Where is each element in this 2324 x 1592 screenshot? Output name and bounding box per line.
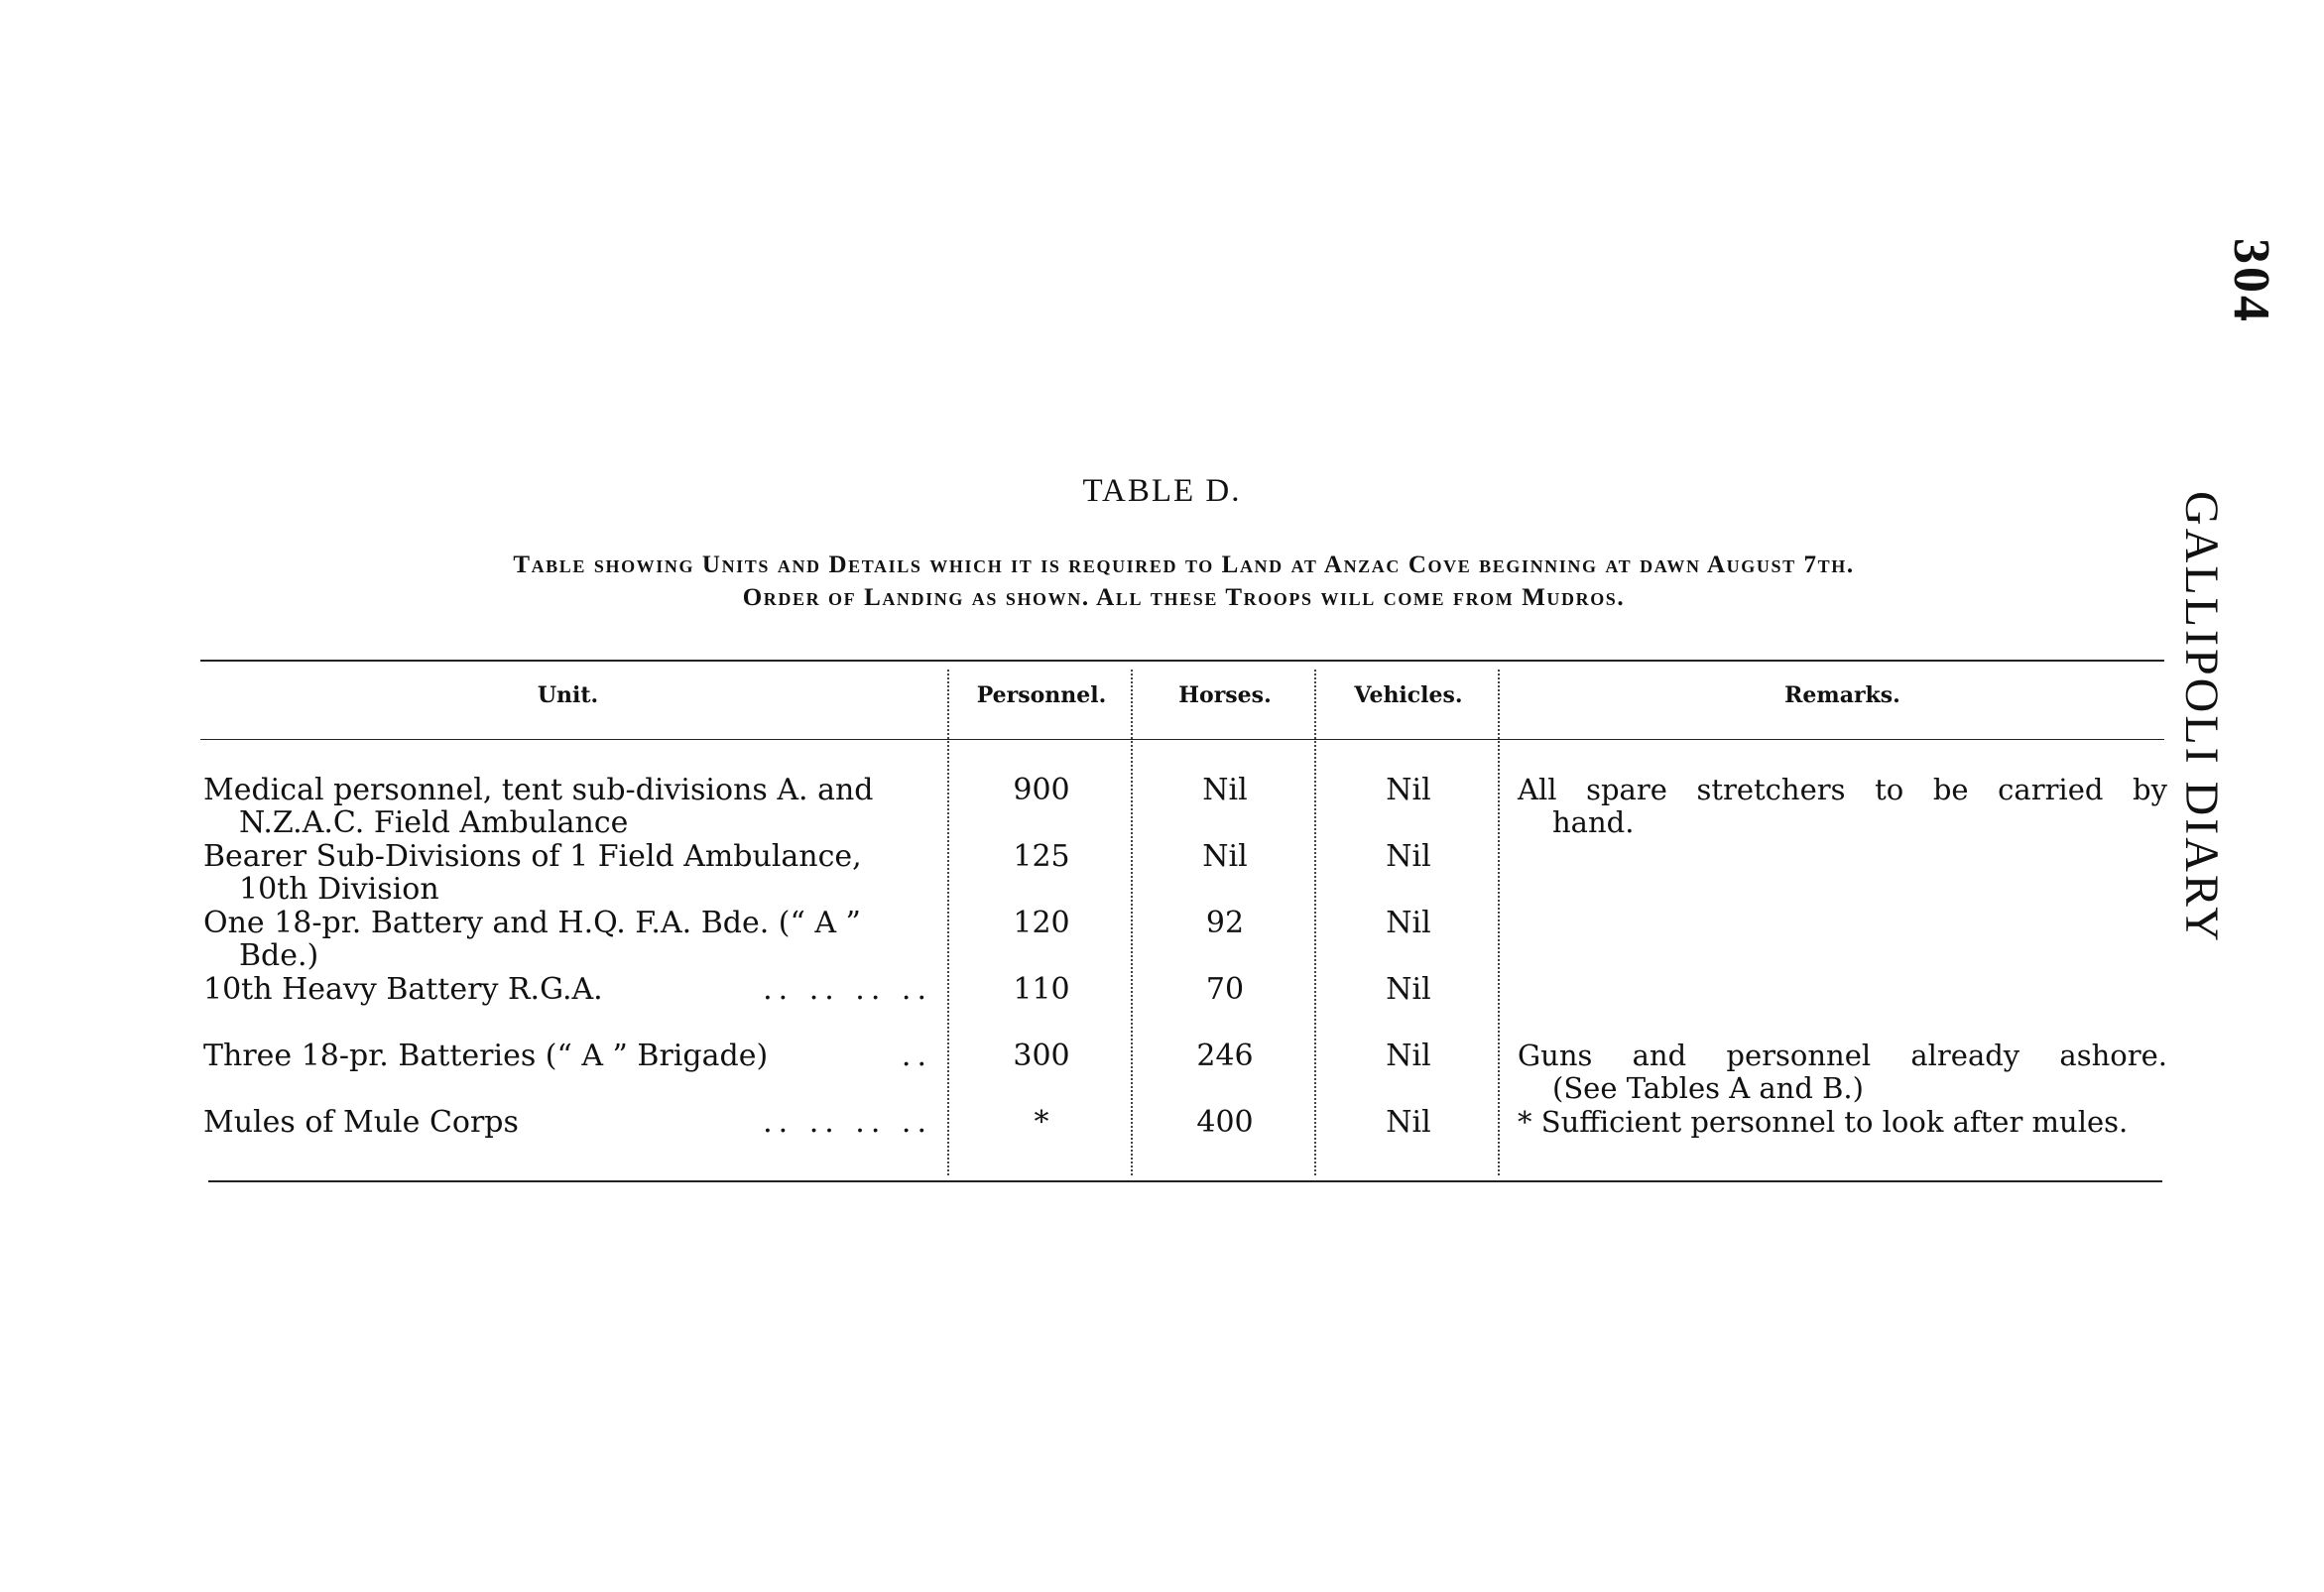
table-row-unit [203, 774, 932, 839]
vehicles-value: Nil [1386, 773, 1431, 807]
horses-value: 400 [1196, 1105, 1254, 1140]
unit-text: Three 18-pr. Batteries (“ A ” Brigade) [203, 1039, 769, 1073]
personnel-value: 300 [1013, 1039, 1070, 1073]
table-row-unit [203, 1106, 932, 1139]
vehicles-value: Nil [1386, 906, 1431, 940]
remarks-value [1518, 1040, 2167, 1105]
caption-line-2: Order of Landing as shown. All these Troops will come from Mudros. [742, 584, 1626, 611]
unit-text: 10th Heavy Battery R.G.A. [203, 972, 603, 1007]
horses-value: 92 [1205, 906, 1245, 940]
unit-text-cont: 10th Division [239, 872, 439, 907]
table-row-unit [203, 973, 932, 1006]
vehicles-value: Nil [1386, 972, 1431, 1007]
unit-text-cont: Bde.) [239, 938, 319, 973]
personnel-value: * [1034, 1105, 1049, 1140]
column-divider [947, 670, 949, 1175]
table-top-rule [200, 660, 2164, 662]
unit-text: Medical personnel, tent sub-divisions A. and [203, 773, 874, 807]
remarks-text: Guns and personnel already ashore. [1518, 1039, 2167, 1072]
horses-value: 70 [1205, 972, 1245, 1007]
column-header-unit: Unit. [537, 682, 599, 708]
table-row-unit [203, 907, 932, 972]
table-caption [200, 549, 2167, 614]
leader-dots: .. .. .. .. [763, 972, 932, 1007]
header-bottom-rule [200, 739, 2164, 740]
leader-dots: .. .. .. .. [763, 1105, 932, 1140]
horses-value: Nil [1202, 773, 1248, 807]
remarks-text: * Sufficient personnel to look after mules. [1518, 1105, 2129, 1139]
running-header [2175, 238, 2279, 944]
table-row-unit [203, 1040, 932, 1072]
remarks-text-cont: hand. [1552, 805, 1635, 839]
leader-dots: .. [901, 1039, 932, 1073]
vehicles-value: Nil [1386, 1039, 1431, 1073]
page-number: 304 [2223, 238, 2279, 324]
unit-text-cont: N.Z.A.C. Field Ambulance [239, 805, 629, 840]
table-title: TABLE D. [1082, 473, 1242, 509]
remarks-value [1518, 1106, 2167, 1139]
column-header-remarks: Remarks. [1784, 682, 1900, 708]
column-divider [1314, 670, 1316, 1175]
horses-value: 246 [1196, 1039, 1254, 1073]
table-row-unit [203, 840, 932, 906]
remarks-text: All spare stretchers to be carried by [1518, 773, 2167, 806]
personnel-value: 110 [1013, 972, 1070, 1007]
table-bottom-rule [208, 1180, 2162, 1182]
remarks-value [1518, 774, 2167, 839]
horses-value: Nil [1202, 839, 1248, 874]
remarks-text-cont: (See Tables A and B.) [1552, 1071, 1864, 1105]
personnel-value: 900 [1013, 773, 1070, 807]
unit-text: Bearer Sub-Divisions of 1 Field Ambulance, [203, 839, 862, 874]
book-title: GALLIPOLI DIARY [2175, 491, 2228, 944]
column-header-personnel: Personnel. [976, 682, 1107, 708]
column-header-horses: Horses. [1178, 682, 1272, 708]
personnel-value: 125 [1013, 839, 1070, 874]
caption-line-1: Table showing Units and Details which it is required to Land at Anzac Cove beginning at dawn August 7th. [513, 551, 1855, 578]
vehicles-value: Nil [1386, 839, 1431, 874]
unit-text: Mules of Mule Corps [203, 1105, 519, 1140]
vehicles-value: Nil [1386, 1105, 1431, 1140]
column-divider [1498, 670, 1500, 1175]
column-divider [1131, 670, 1133, 1175]
personnel-value: 120 [1013, 906, 1070, 940]
column-header-vehicles: Vehicles. [1354, 682, 1463, 708]
unit-text: One 18-pr. Battery and H.Q. F.A. Bde. (“ A ” [203, 906, 861, 940]
